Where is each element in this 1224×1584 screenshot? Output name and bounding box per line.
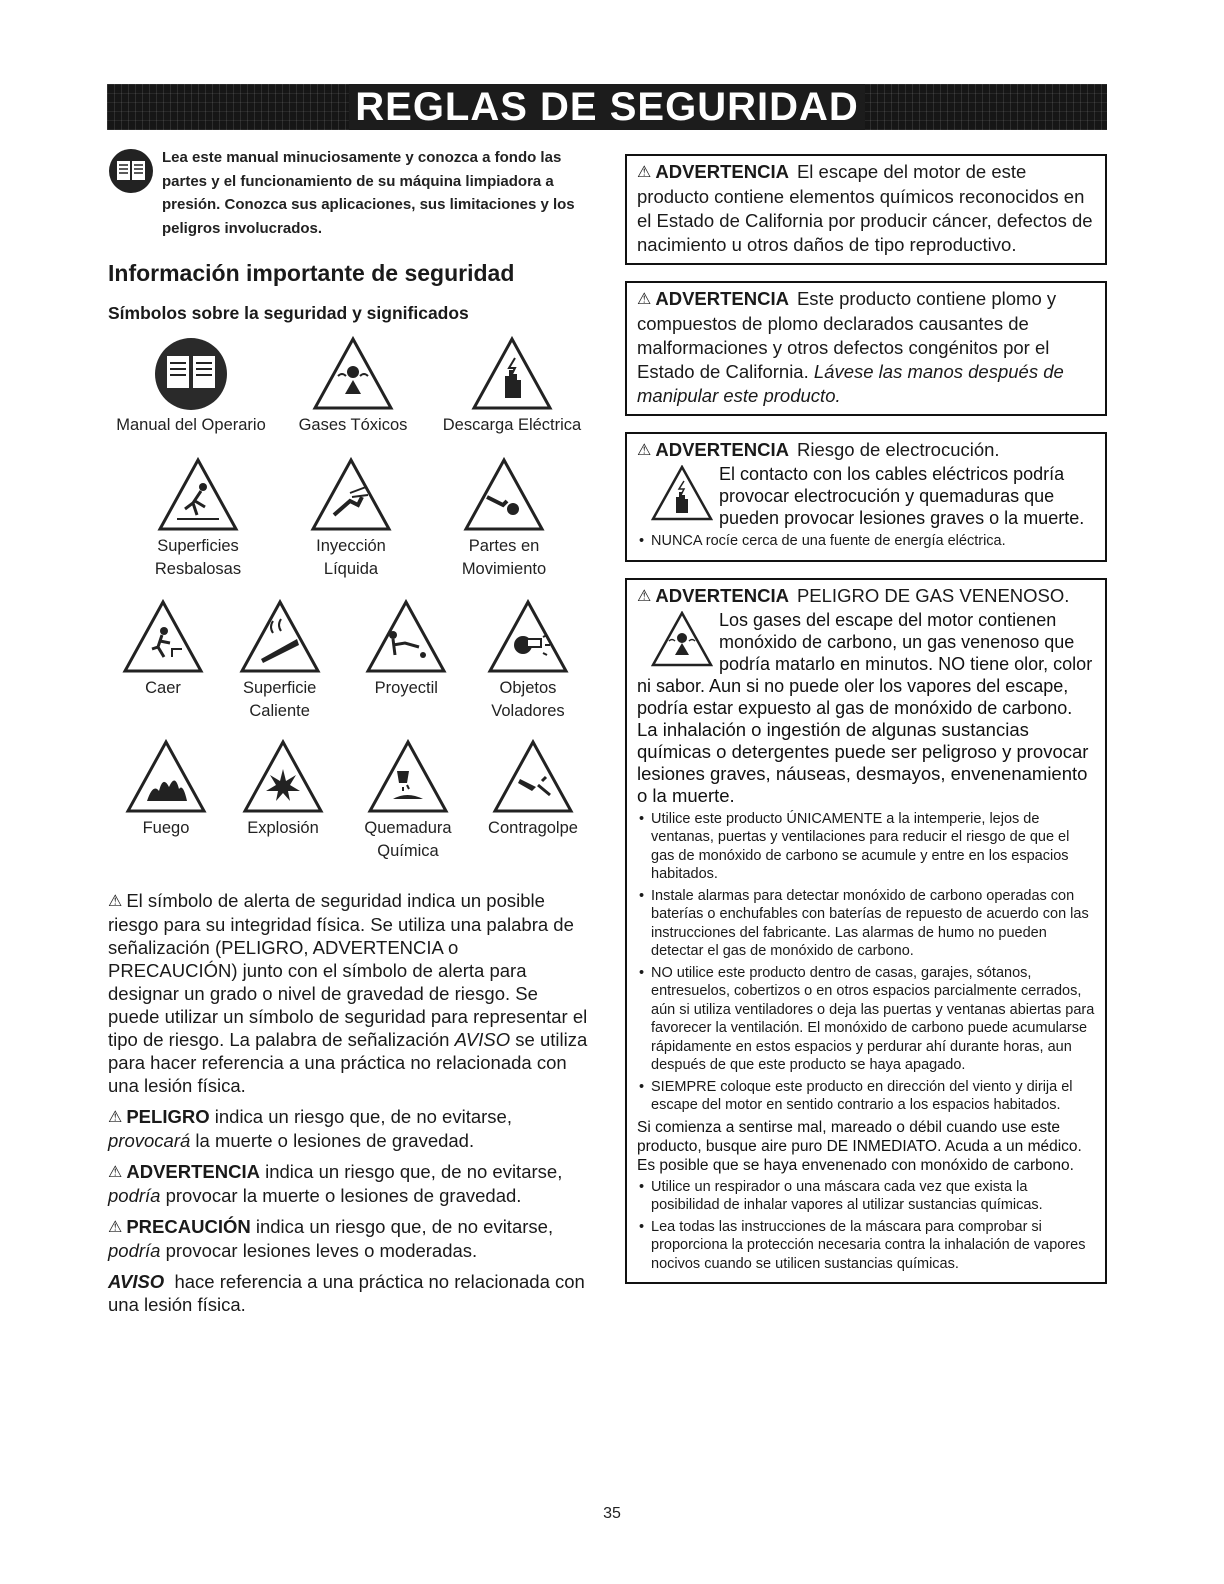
- section-title: Información importante de seguridad: [108, 260, 515, 286]
- warning-text-1: Los gases del escape del motor contienen monóxido de carbono, un gas venenoso que podría matarlo en minutos. NO tiene olor, color ni sabor. Aun si no puede oler los vapores del escape, podría estar expuesto al gas de monóxido de carbono.: [637, 609, 1093, 718]
- precaucion-end: provocar lesiones leves o moderadas.: [165, 1240, 478, 1261]
- slippery-surface-icon: [157, 457, 239, 533]
- liquid-injection-icon: [310, 457, 392, 533]
- right-column: [625, 154, 1107, 1300]
- symbol-label: Proyectil: [374, 679, 438, 697]
- precaucion-text: indica un riesgo que, de no evitarse,: [255, 1216, 554, 1237]
- aviso-text: hace referencia a una práctica no relacionada con una lesión física.: [108, 1271, 585, 1315]
- warning-bullet-5: • Utilice un respirador o una máscara cada vez que exista la posibilidad de inhalar vapores al utilizar sustancias químicas.: [637, 1178, 1095, 1215]
- peligro-paragraph: [108, 1105, 592, 1152]
- warning-box-california-exhaust: [625, 154, 1107, 265]
- symbol-hot: [225, 599, 335, 723]
- symbol-kickback: [478, 739, 588, 863]
- advertencia-paragraph: [108, 1160, 592, 1207]
- precaucion-paragraph: [108, 1215, 592, 1262]
- warning-text: El escape del motor de este producto contiene elementos químicos reconocidos en el Estado de California por producir cáncer, defectos de nacimiento u otros daños de tipo reproductivo.: [637, 161, 1093, 255]
- warning-bullet-2: • Instale alarmas para detectar monóxido de carbono operadas con baterías o enchufables con baterías de repuesto de acuerdo con las instrucciones del fabricante. Las alarmas de humo no pueden detectar el gas de monóxido de carbono.: [637, 887, 1095, 961]
- intro-text: Lea este manual minuciosamente y conozca a fondo las partes y el funcionamiento de su máquina limpiadora a presión. Conozca sus aplicaciones, sus limitaciones y los peligros involucrados.: [162, 149, 575, 237]
- alert-triangle-icon: ⚠: [637, 291, 652, 308]
- warning-text: Este producto contiene plomo y compuestos de plomo declarados causantes de malformaciones y otros defectos congénitos por el Estado de California.: [637, 288, 1057, 382]
- warning-word: ADVERTENCIA: [655, 439, 789, 460]
- peligro-em: provocará: [108, 1130, 191, 1151]
- symbol-manual: [108, 336, 274, 437]
- symbol-label: Objetos Voladores: [491, 679, 565, 720]
- flying-objects-icon: [487, 599, 569, 675]
- moving-parts-icon: [463, 457, 545, 533]
- symbol-label: Quemadura Química: [364, 819, 452, 860]
- electric-shock-icon: [471, 336, 553, 412]
- symbol-label: Manual del Operario: [116, 416, 266, 434]
- warning-box-lead: [625, 281, 1107, 416]
- alert-text-end: se utiliza para hacer referencia a una práctica no relacionada con una lesión física.: [108, 1029, 588, 1096]
- symbol-label: Superficies Resbalosas: [154, 537, 242, 578]
- chemical-burn-icon: [367, 739, 449, 815]
- advertencia-end: provocar la muerte o lesiones de gravedad.: [165, 1185, 522, 1206]
- fire-icon: [125, 739, 207, 815]
- symbol-label: Gases Tóxicos: [298, 416, 408, 434]
- symbol-label: Explosión: [247, 819, 319, 837]
- symbol-injection: [291, 457, 411, 581]
- warning-text: El contacto con los cables eléctricos podría provocar electrocución y quemaduras que pueden provocar lesiones graves o la muerte.: [719, 464, 1085, 528]
- aviso-term: AVISO: [454, 1029, 511, 1050]
- warning-text-2: La inhalación o ingestión de algunas sustancias químicas o detergentes puede ser peligroso y provocar lesiones graves, náuseas, desmayos, envenenamiento o la muerte.: [637, 718, 1089, 806]
- left-column: [108, 146, 592, 1324]
- warning-paragraph: Si comienza a sentirse mal, mareado o débil cuando use este producto, busque aire puro DE INMEDIATO. Acuda a un médico. Es posible que se haya envenenado con monóxido de carbono.: [637, 1118, 1082, 1174]
- aviso-paragraph: [108, 1270, 592, 1316]
- alert-triangle-icon: ⚠: [108, 893, 123, 910]
- symbol-row-1: [108, 336, 592, 437]
- warning-word: ADVERTENCIA: [655, 288, 789, 309]
- hot-surface-icon: [239, 599, 321, 675]
- warning-bullet-6: • Lea todas las instrucciones de la máscara para comprobar si proporciona la protección necesaria contra la inhalación de vapores nocivos cuando se utilicen sustancias químicas.: [637, 1218, 1095, 1274]
- manual-book-icon: [108, 148, 154, 194]
- warning-box-poison-gas: [625, 578, 1107, 1285]
- symbol-fall: [118, 599, 208, 723]
- toxic-gas-icon: [651, 611, 713, 667]
- precaucion-em: podría: [108, 1240, 161, 1261]
- warning-head: Riesgo de electrocución.: [796, 439, 1000, 460]
- symbol-projectile: [351, 599, 461, 723]
- intro-block: [108, 146, 592, 240]
- fall-icon: [122, 599, 204, 675]
- warning-head: PELIGRO DE GAS VENENOSO.: [796, 584, 1070, 606]
- alert-triangle-icon: ⚠: [637, 587, 652, 605]
- symbols-title: Símbolos sobre la seguridad y significados: [108, 303, 469, 323]
- alert-triangle-icon: ⚠: [108, 1109, 123, 1126]
- peligro-end: la muerte o lesiones de gravedad.: [195, 1130, 475, 1151]
- alert-triangle-icon: ⚠: [637, 442, 652, 459]
- symbol-shock: [432, 336, 592, 437]
- page-title: REGLAS DE SEGURIDAD: [349, 84, 865, 130]
- symbol-label: Partes en Movimiento: [461, 537, 547, 578]
- warning-bullet: • NUNCA rocíe cerca de una fuente de energía eléctrica.: [637, 532, 1095, 551]
- warning-word: ADVERTENCIA: [655, 161, 789, 182]
- symbol-row-3: [108, 599, 592, 723]
- peligro-word: PELIGRO: [126, 1106, 210, 1127]
- symbol-row-4: [108, 739, 592, 863]
- alert-triangle-icon: ⚠: [108, 1219, 123, 1236]
- explosion-icon: [242, 739, 324, 815]
- symbol-toxic: [283, 336, 423, 437]
- projectile-icon: [365, 599, 447, 675]
- symbol-explosion: [228, 739, 338, 863]
- warning-bullet-4: • SIEMPRE coloque este producto en dirección del viento y dirija el escape del motor en sentido contrario a los espacios habitados.: [637, 1078, 1095, 1115]
- symbol-slippery: [138, 457, 258, 581]
- toxic-gas-icon: [312, 336, 394, 412]
- symbol-label: Caer: [145, 679, 181, 697]
- operator-manual-icon: [153, 336, 229, 412]
- advertencia-em: podría: [108, 1185, 161, 1206]
- symbol-label: Contragolpe: [488, 819, 578, 837]
- warning-bullet-1: • Utilice este producto ÚNICAMENTE a la intemperie, lejos de ventanas, puertas y ventilaciones para reducir el riesgo de que el gas de monóxido de carbono se acumule y entre en los espacios habitados.: [637, 810, 1095, 884]
- signal-words-explanation: [108, 889, 592, 1316]
- symbol-row-2: [108, 457, 592, 581]
- kickback-icon: [492, 739, 574, 815]
- warning-bullet-3: • NO utilice este producto dentro de casas, garajes, sótanos, entresuelos, cobertizos o en otros espacios parcialmente cerrados, aún si utiliza ventiladores o deja las puertas y ventanas abiertas para favorecer la ventilación. El monóxido de carbono puede acumularse rápidamente en estos espacios y perdurar ahí durante horas, aun después de que este producto se haya apagado.: [637, 964, 1095, 1075]
- symbol-label: Inyección Líquida: [316, 537, 386, 578]
- title-banner: [107, 84, 1107, 130]
- peligro-text: indica un riesgo que, de no evitarse,: [214, 1106, 512, 1127]
- warning-em: Lávese las manos después de manipular este producto.: [637, 361, 1064, 406]
- safety-alert-paragraph: [108, 889, 592, 1097]
- precaucion-word: PRECAUCIÓN: [126, 1216, 251, 1237]
- advertencia-word: ADVERTENCIA: [126, 1161, 260, 1182]
- alert-text: El símbolo de alerta de seguridad indica un posible riesgo para su integridad física. Se utiliza una palabra de señalización (PELIGRO, ADVERTENCIA o PRECAUCIÓN) junto con el símbolo de alerta para designar un grado o nivel de gravedad de riesgo. Se puede utilizar un símbolo de seguridad para representar el tipo de riesgo. La palabra de señalización: [108, 890, 588, 1050]
- symbol-moving: [444, 457, 564, 581]
- symbol-label: Fuego: [142, 819, 190, 837]
- advertencia-text: indica un riesgo que, de no evitarse,: [265, 1161, 563, 1182]
- electric-shock-icon: [651, 465, 713, 521]
- symbol-label: Superficie Caliente: [242, 679, 317, 720]
- symbol-fire: [116, 739, 216, 863]
- symbol-label: Descarga Eléctrica: [442, 416, 582, 434]
- alert-triangle-icon: ⚠: [637, 164, 652, 181]
- aviso-word: AVISO: [108, 1271, 165, 1292]
- symbol-flying: [478, 599, 578, 723]
- symbol-chemical: [350, 739, 466, 863]
- alert-triangle-icon: ⚠: [108, 1164, 123, 1181]
- warning-word: ADVERTENCIA: [655, 584, 789, 606]
- page-number: 35: [603, 1505, 621, 1522]
- warning-box-electrocution: [625, 432, 1107, 562]
